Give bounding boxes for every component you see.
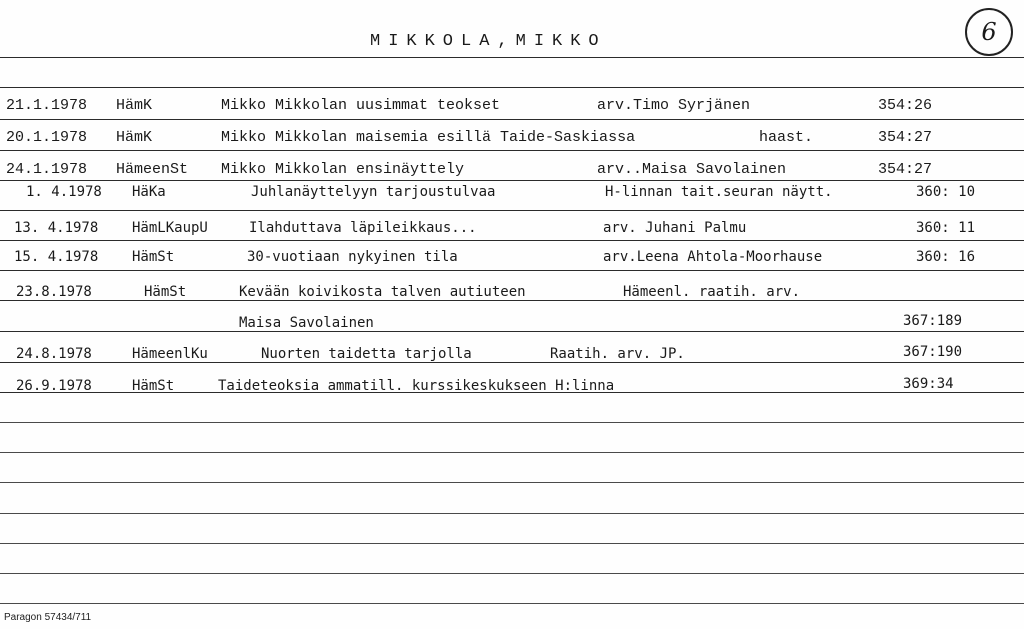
entry-headline: Taideteoksia ammatill. kurssikeskukseen H:linna (218, 378, 615, 394)
entry-headline: Mikko Mikkolan uusimmat teokset (221, 97, 501, 114)
entry-ref: 360: 16 (916, 249, 976, 265)
entry-headline-continuation: Maisa Savolainen (239, 315, 374, 331)
entry-source: HäKa (132, 184, 166, 200)
entry-headline: Kevään koivikosta talven autiuteen (239, 284, 526, 300)
entry-ref: 360: 10 (916, 184, 976, 200)
entry-source: HämeenSt (116, 161, 189, 178)
rule-line (0, 331, 1024, 332)
entry-source: HämK (116, 129, 153, 146)
entry-author: arv. Juhani Palmu (603, 220, 747, 236)
rule-line (0, 513, 1024, 514)
rule-line (0, 573, 1024, 574)
rule-line (0, 270, 1024, 271)
entry-headline: Nuorten taidetta tarjolla (261, 346, 472, 362)
entry-headline: Mikko Mikkolan ensinäyttely (221, 161, 465, 178)
card-title: MIKKOLA,MIKKO (370, 32, 607, 51)
entry-date: 13. 4.1978 (14, 220, 99, 236)
entry-ref: 369:34 (903, 376, 954, 392)
entry-ref: 354:27 (878, 129, 933, 146)
rule-line (0, 87, 1024, 88)
rule-line (0, 57, 1024, 58)
entry-source: HämSt (144, 284, 187, 300)
entry-author: Hämeenl. raatih. arv. (623, 284, 801, 300)
entry-headline: 30-vuotiaan nykyinen tila (247, 249, 458, 265)
entry-author: Raatih. arv. JP. (550, 346, 685, 362)
entry-date: 24.8.1978 (16, 346, 92, 362)
rule-line (0, 150, 1024, 151)
entry-headline: Juhlanäyttelyyn tarjoustulvaa (251, 184, 496, 200)
entry-source: HämK (116, 97, 153, 114)
rule-line (0, 452, 1024, 453)
entry-date: 24.1.1978 (6, 161, 88, 178)
entry-ref: 354:27 (878, 161, 933, 178)
rule-line (0, 240, 1024, 241)
entry-date: 21.1.1978 (6, 97, 88, 114)
rule-line (0, 543, 1024, 544)
entry-source: HämSt (132, 249, 175, 265)
entry-ref: 367:189 (903, 313, 963, 329)
entry-date: 1. 4.1978 (26, 184, 102, 200)
entry-headline: Ilahduttava läpileikkaus... (249, 220, 477, 236)
entry-headline: Mikko Mikkolan maisemia esillä Taide-Saskiassa (221, 129, 636, 146)
entry-date: 23.8.1978 (16, 284, 92, 300)
rule-line (0, 422, 1024, 423)
printer-mark: Paragon 57434/711 (4, 612, 92, 623)
entry-author: arv..Maisa Savolainen (597, 161, 787, 178)
entry-author: arv.Leena Ahtola-Moorhause (603, 249, 823, 265)
entry-ref: 354:26 (878, 97, 933, 114)
entry-source: HämSt (132, 378, 175, 394)
rule-line (0, 210, 1024, 211)
entry-date: 20.1.1978 (6, 129, 88, 146)
entry-author: haast. (759, 129, 814, 146)
card-number-circle: 6 (965, 8, 1013, 56)
entry-ref: 367:190 (903, 344, 963, 360)
rule-line (0, 482, 1024, 483)
entry-date: 26.9.1978 (16, 378, 92, 394)
entry-source: HämeenlKu (132, 346, 208, 362)
entry-source: HämLKaupU (132, 220, 208, 236)
entry-ref: 360: 11 (916, 220, 976, 236)
rule-line (0, 119, 1024, 120)
rule-line (0, 603, 1024, 604)
entry-author: H-linnan tait.seuran näytt. (605, 184, 833, 200)
entry-author: arv.Timo Syrjänen (597, 97, 751, 114)
entry-date: 15. 4.1978 (14, 249, 99, 265)
rule-line (0, 180, 1024, 181)
